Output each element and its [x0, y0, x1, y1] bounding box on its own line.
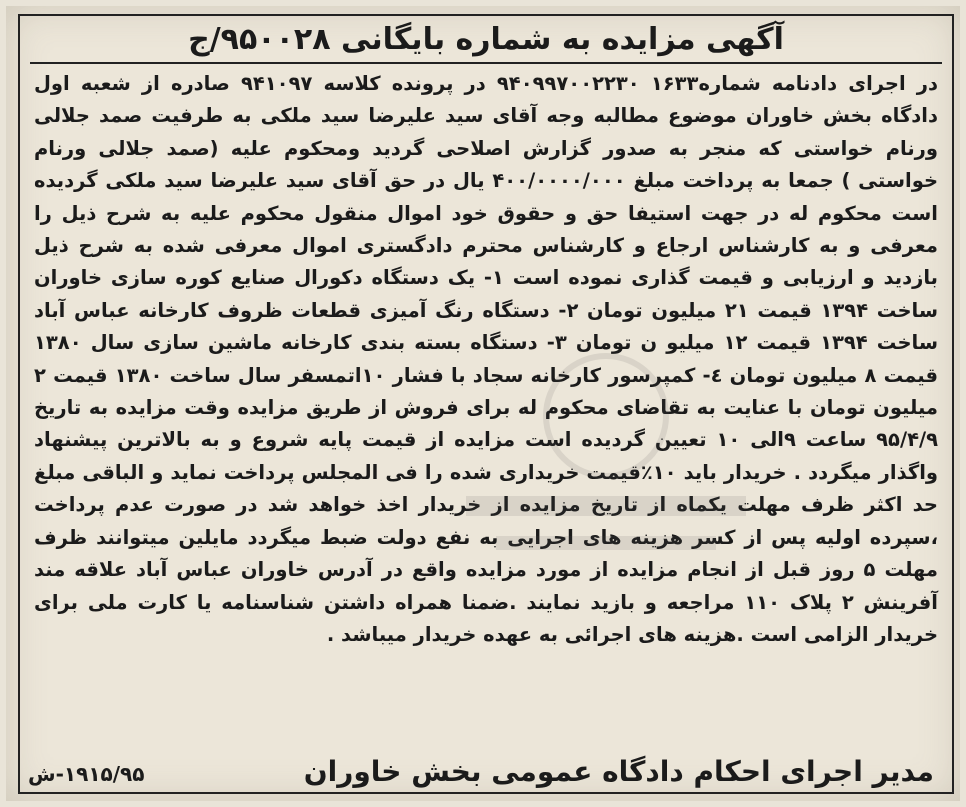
notice-frame: [18, 14, 954, 794]
notice-signature: مدیر اجرای احکام دادگاه عمومی بخش خاوران: [303, 755, 934, 788]
title-divider: [30, 62, 942, 64]
notice-body: در اجرای دادنامه شماره۱۶۳۳ ۹۴۰۹۹۷۰۰۲۲۳۰ در پرونده کلاسه ۹۴۱۰۹۷ صادره از شعبه اول دادگاه بخش خاوران موضوع مطالبه وجه آقای سید علیرضا سید ملکی به طرفیت صمد جلالی ورنام خواستی که منجر به صدور گزارش اصلاحی گردید ومحکوم علیه (صمد جلالی ورنام خواستی ) جمعا به پرداخت مبلغ ۴۰۰/۰۰۰۰/۰۰۰ یال در حق آقای سید علیرضا سید ملکی گردیده است محکوم له در جهت استیفا حق و حقوق خود اموال منقول محکوم علیه به شرح ذیل را معرفی و به کارشناس ارجاع و کارشناس محترم دادگستری اموال معرفی شده به شرح ذیل بازدید و ارزیابی و قیمت گذاری نموده است ۱- یک دستگاه دکورال صنایع کوره سازی خاوران ساخت ۱۳۹۴ قیمت ۲۱ میلیون تومان ۲- دستگاه رنگ آمیزی قطعات ظروف کارخانه عباس آباد ساخت ۱۳۹۴ قیمت ۱۲ میلیو ن تومان ۳- دستگاه بسته بندی کارخانه ماشین سازی سال ۱۳۸۰ قیمت ۸ میلیون تومان ٤- کمپرسور کارخانه سجاد با فشار ۱۰اتمسفر سال ساخت ۱۳۸۰ قیمت ۲ میلیون تومان با عنایت به تقاضای محکوم له برای فروش از طریق مزایده وقت مزایده به تاریخ ۹۵/۴/۹ ساعت ۹الی ۱۰ تعیین گردیده است مزایده از قیمت پایه شروع و به بالاترین پیشنهاد واگذار میگردد . خریدار باید ۱۰٪قیمت خریداری شده را فی المجلس پرداخت نماید و الباقی مبلغ حد اکثر ظرف مهلت یکماه از تاریخ مزایده از خریدار اخذ خواهد شد در صورت عدم پرداخت ،سپرده اولیه پس از کسر هزینه های اجرایی به نفع دولت ضبط میگردد مایلین میتوانند ظرف مهلت ۵ روز قبل از انجام مزایده از مورد مزایده واقع در آدرس خاوران عباس آباد علاقه مند آفرینش ۲ پلاک ۱۱۰ مراجعه و بازید نمایند .ضمنا همراه داشتن شناسنامه یا کارت ملی برای خریدار الزامی است .هزینه های اجرائی به عهده خریدار میباشد .: [34, 72, 939, 646]
notice-title: آگهی مزایده به شماره بایگانی ۹۵۰۰۲۸/ج: [188, 22, 784, 57]
notice-reference-number: ۱۹۱۵/۹۵-ش: [28, 762, 145, 786]
newspaper-clipping: [6, 6, 960, 801]
